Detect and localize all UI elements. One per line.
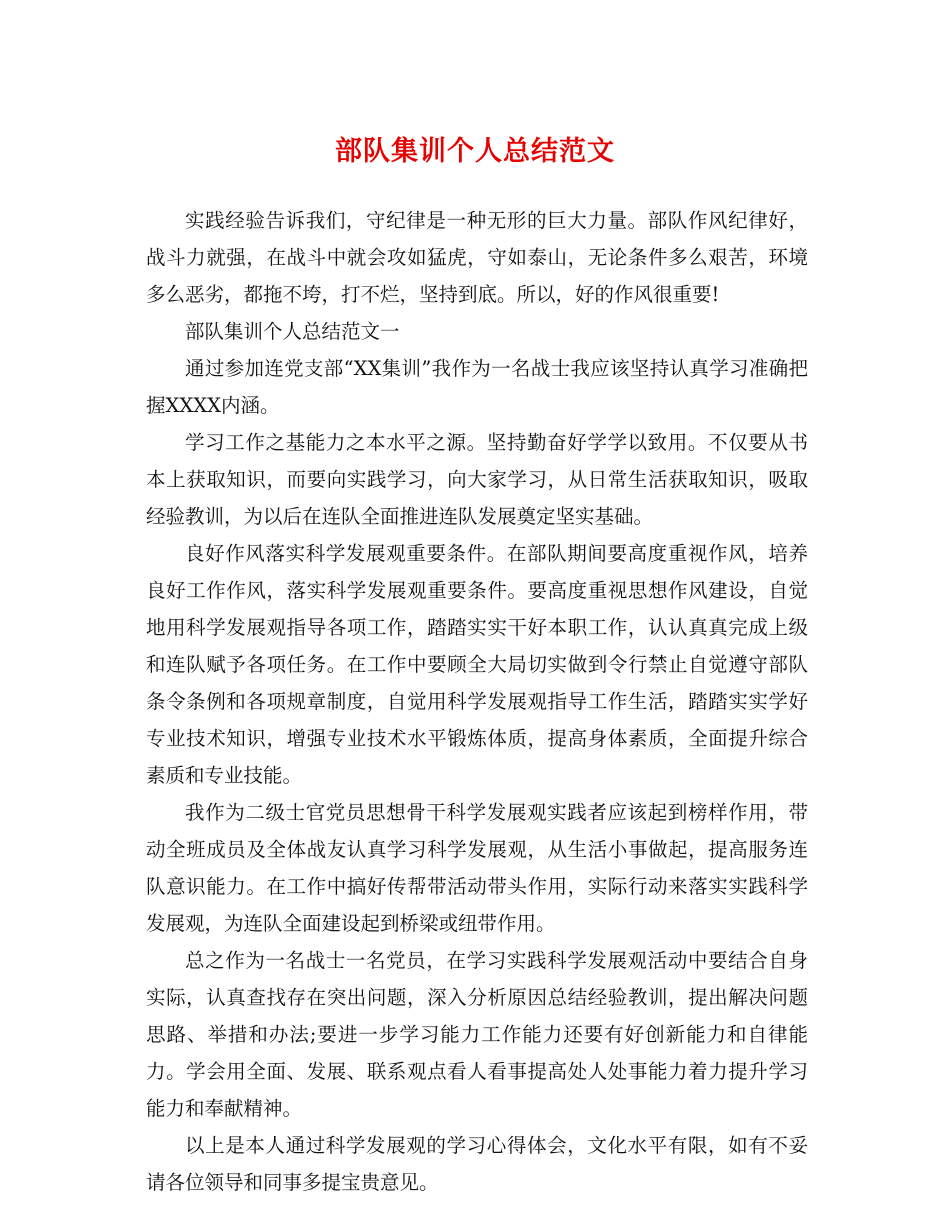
document-title: 部队集训个人总结范文 — [335, 136, 615, 167]
section-heading: 部队集训个人总结范文一 — [185, 320, 400, 343]
paragraph: 良好作风落实科学发展观重要条件。在部队期间要高度重视作风，培养良好工作作风，落实科学发展观重要条件。要高度重视思想作风建设，自觉地用科学发展观指导各项工作，踏踏实实干好本职工作，认认真真完成上级和连队赋予各项任务。在工作中要顾全大局切实做到令行禁止自觉遵守部队条令条例和各项规章制度，自觉用科学发展观指导工作生活，踏踏实实学好专业技术知识，增强专业技术水平锻炼体质，提高身体素质，全面提升综合素质和专业技能。 — [146, 542, 808, 787]
paragraph: 以上是本人通过科学发展观的学习心得体会，文化水平有限，如有不妥请各位领导和同事多提宝贵意见。 — [146, 1134, 808, 1194]
paragraph: 实践经验告诉我们，守纪律是一种无形的巨大力量。部队作风纪律好，战斗力就强，在战斗中就会攻如猛虎，守如泰山，无论条件多么艰苦，环境多么恶劣，都拖不垮，打不烂，坚持到底。所以，好的作风很重要! — [146, 209, 808, 306]
paragraph: 我作为二级士官党员思想骨干科学发展观实践者应该起到榜样作用，带动全班成员及全体战友认真学习科学发展观，从生活小事做起，提高服务连队意识能力。在工作中搞好传帮带活动带头作用，实际行动来落实实践科学发展观，为连队全面建设起到桥梁或纽带作用。 — [146, 801, 808, 935]
paragraph: 通过参加连党支部“XX集训”我作为一名战士我应该坚持认真学习准确把握XXXX内涵。 — [146, 357, 808, 417]
document-body — [146, 202, 808, 1201]
paragraph: 总之作为一名战士一名党员，在学习实践科学发展观活动中要结合自身实际，认真查找存在突出问题，深入分析原因总结经验教训，提出解决问题思路、举措和办法;要进一步学习能力工作能力还要有好创新能力和自律能力。学会用全面、发展、联系观点看人看事提高处人处事能力着力提升学习能力和奉献精神。 — [146, 949, 808, 1120]
paragraph: 学习工作之基能力之本水平之源。坚持勤奋好学学以致用。不仅要从书本上获取知识，而要向实践学习，向大家学习，从日常生活获取知识，吸取经验教训，为以后在连队全面推进连队发展奠定坚实基础。 — [146, 431, 808, 528]
